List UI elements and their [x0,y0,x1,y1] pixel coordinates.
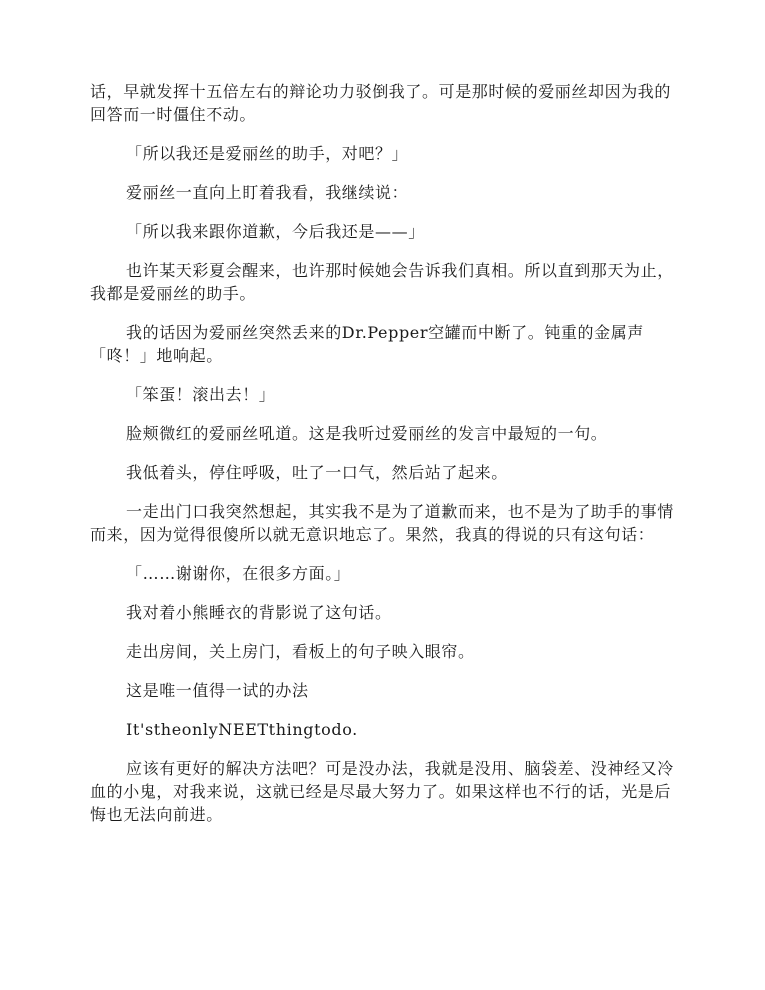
paragraph: 也许某天彩夏会醒来，也许那时候她会告诉我们真相。所以直到那天为止，我都是爱丽丝的助手。 [90,261,674,303]
paragraph: 走出房间，关上房门，看板上的句子映入眼帘。 [126,642,475,661]
paragraph: 爱丽丝一直向上盯着我看，我继续说： [126,183,409,202]
paragraph: 应该有更好的解决方法吧？可是没办法，我就是没用、脑袋差、没神经又冷血的小鬼，对我来说，这就已经是尽最大努力了。如果这样也不行的话，光是后悔也无法向前进。 [90,759,674,824]
paragraph: 我对着小熊睡衣的背影说了这句话。 [126,603,392,622]
paragraph: 话，早就发挥十五倍左右的辩论功力驳倒我了。可是那时候的爱丽丝却因为我的回答而一时僵住不动。 [90,82,672,124]
paragraph: 脸颊微红的爱丽丝吼道。这是我听过爱丽丝的发言中最短的一句。 [126,424,608,443]
sign-text-english: It'stheonlyNEETthingtodo. [126,720,358,739]
dialogue-line: 「所以我还是爱丽丝的助手，对吧？」 [126,144,409,163]
dialogue-line: 「笨蛋！滚出去！」 [126,385,276,404]
document-page [90,80,675,842]
paragraph: 一走出门口我突然想起，其实我不是为了道歉而来，也不是为了助手的事情而来，因为觉得很傻所以就无意识地忘了。果然，我真的得说的只有这句话： [90,502,674,544]
dialogue-line: 「所以我来跟你道歉，今后我还是——」 [126,222,425,241]
paragraph: 我的话因为爱丽丝突然丢来的Dr.Pepper空罐而中断了。钝重的金属声「咚！」地响起。 [90,323,644,365]
dialogue-line: 「……谢谢你，在很多方面。」 [126,564,351,583]
paragraph: 我低着头，停住呼吸，吐了一口气，然后站了起来。 [126,463,508,482]
sign-text: 这是唯一值得一试的办法 [126,681,309,700]
